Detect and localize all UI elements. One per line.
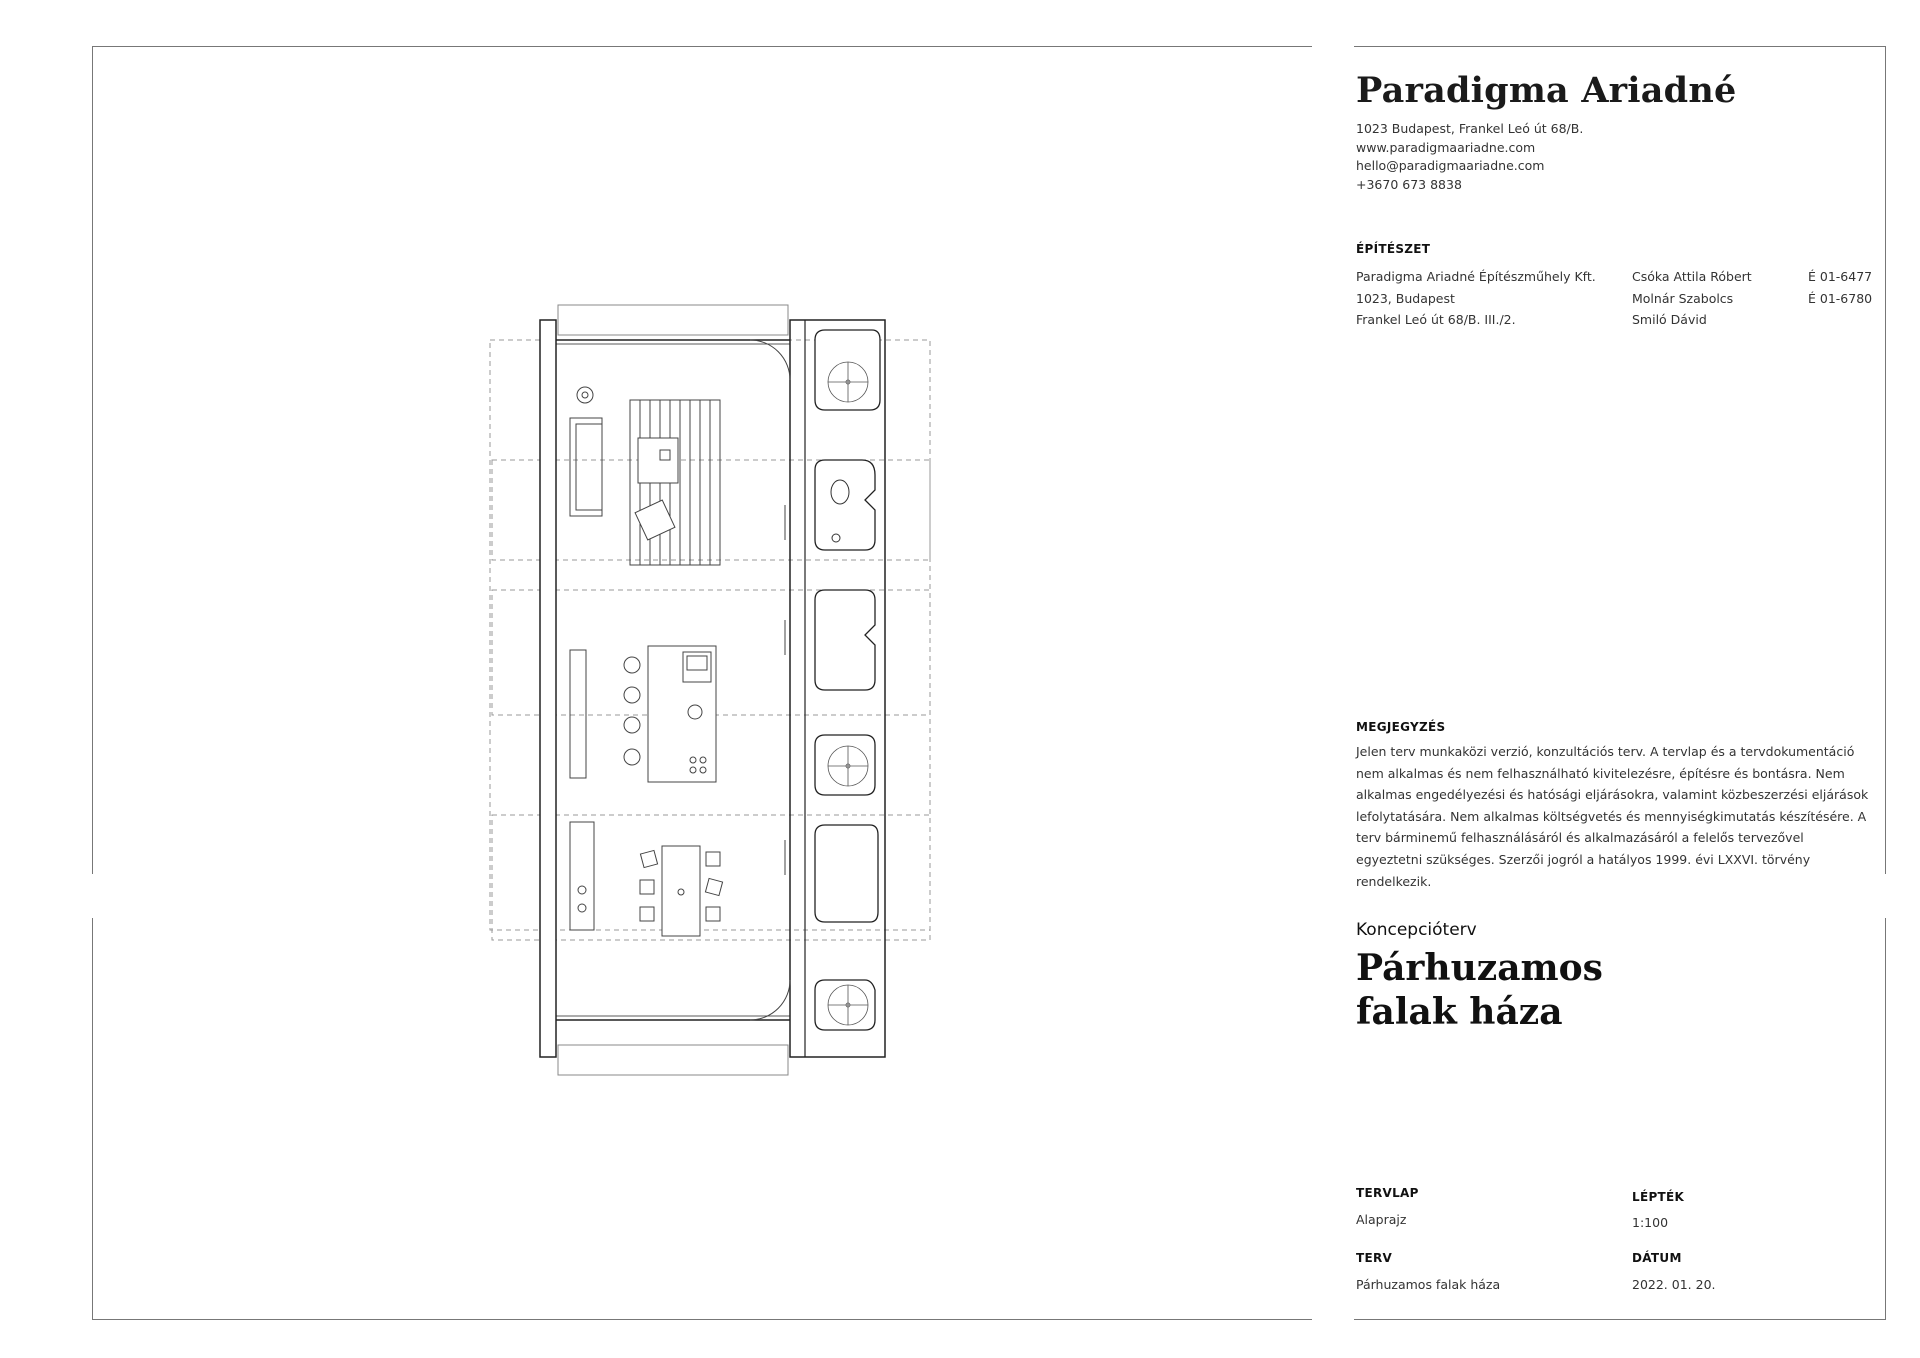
datum-value: 2022. 01. 20.	[1632, 1277, 1716, 1292]
sheet-border	[92, 46, 1886, 1320]
leptek-label: LÉPTÉK	[1632, 1190, 1685, 1204]
company-street: Frankel Leó út 68/B. III./2.	[1356, 312, 1516, 327]
architecture-heading: ÉPÍTÉSZET	[1356, 242, 1431, 256]
frame-gap-right	[1880, 874, 1892, 918]
architect-name: Csóka Attila Róbert	[1632, 269, 1752, 284]
architect-name: Smiló Dávid	[1632, 312, 1707, 327]
firm-contact	[1356, 120, 1583, 194]
firm-phone: +3670 673 8838	[1356, 176, 1462, 192]
architect-reg: É 01-6780	[1808, 290, 1873, 306]
architect-name: Molnár Szabolcs	[1632, 290, 1734, 306]
firm-name: Paradigma Ariadné	[1356, 70, 1737, 111]
frame-gap-bottom	[1312, 1314, 1354, 1326]
frame-gap-left	[86, 874, 98, 918]
terv-value: Párhuzamos falak háza	[1356, 1277, 1501, 1292]
terv-label: TERV	[1356, 1251, 1393, 1265]
architecture-company	[1356, 266, 1596, 331]
company-city: 1023, Budapest	[1356, 290, 1455, 306]
frame-gap-top	[1312, 40, 1354, 52]
project-subtitle: Koncepcióterv	[1356, 920, 1477, 940]
floor-plan-drawing	[480, 300, 960, 1080]
terrace-top	[558, 305, 788, 335]
firm-email[interactable]: hello@paradigmaariadne.com	[1356, 158, 1545, 173]
tervlap-value: Alaprajz	[1356, 1212, 1407, 1227]
terrace-bottom	[558, 1045, 788, 1075]
left-wall	[540, 320, 556, 1057]
note-heading: MEGJEGYZÉS	[1356, 720, 1446, 734]
architect-registrations	[1808, 266, 1872, 309]
architect-names	[1632, 266, 1752, 331]
firm-website[interactable]: www.paradigmaariadne.com	[1356, 139, 1536, 155]
datum-label: DÁTUM	[1632, 1251, 1682, 1265]
leptek-value: 1:100	[1632, 1215, 1669, 1230]
note-text: Jelen terv munkaközi verzió, konzultációs terv. A tervlap és a tervdokumentáció nem alkalmas és nem felhasználható kivitelezésre, építésre és bontásra. Nem alkalmas engedélyezési és hatósági eljárásokra, valamint közbeszerzési eljárások lefolytatására. Nem alkalmas költségvetés és mennyiségkimutatás készítésére. A terv bárminemű felhasználásáról és alkalmazásáról a felelős tervezővel egyeztetni szükséges. Szerzői jogról a hatályos 1999. évi LXXVI. törvény rendelkezik.	[1356, 744, 1869, 889]
firm-address: 1023 Budapest, Frankel Leó út 68/B.	[1356, 121, 1584, 136]
architect-reg: É 01-6477	[1808, 269, 1873, 284]
project-title: Párhuzamos falak háza	[1356, 947, 1603, 1033]
tervlap-label: TERVLAP	[1356, 1186, 1419, 1200]
company-name: Paradigma Ariadné Építészműhely Kft.	[1356, 269, 1596, 284]
